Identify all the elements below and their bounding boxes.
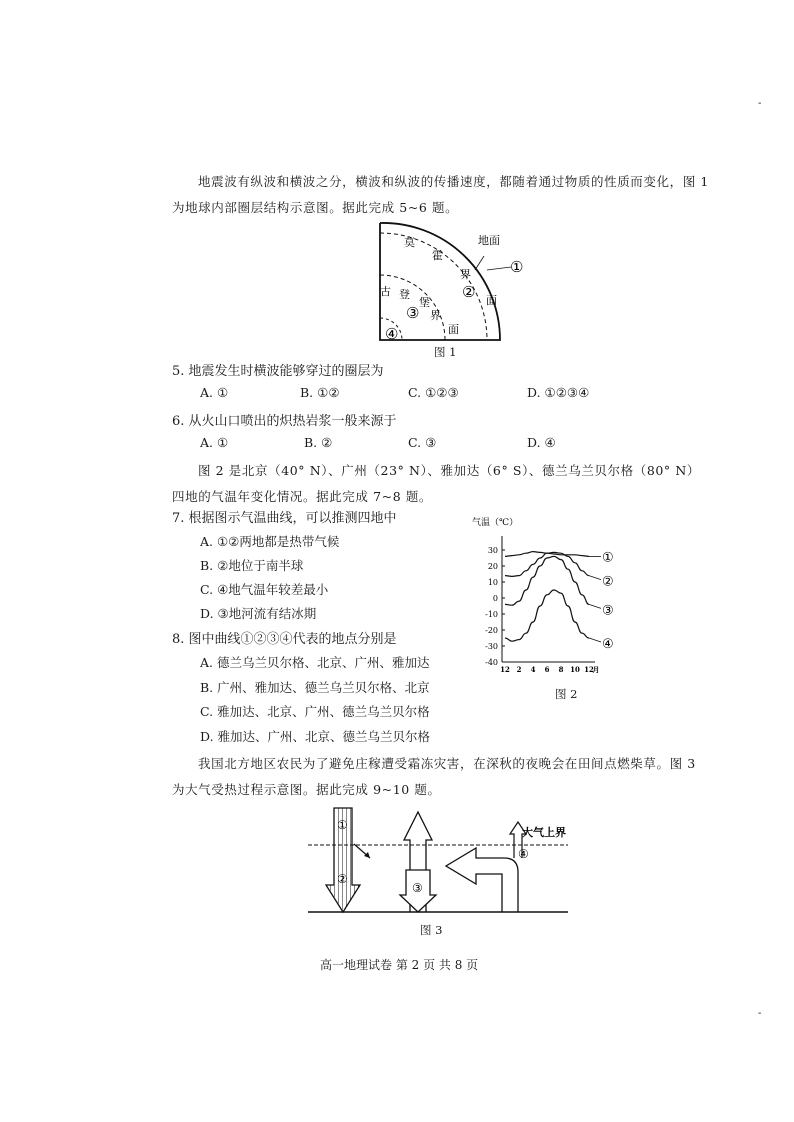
- fig1-surface-leader: [475, 256, 484, 270]
- fig1-label-moho-1: 莫: [404, 236, 415, 249]
- intro-1-line-2: 为地球内部圈层结构示意图。据此完成 5~6 题。: [172, 200, 459, 215]
- figure-2-temperature-chart: [470, 512, 630, 682]
- chart-series-leader-4: [589, 638, 601, 642]
- q6-stem: 6. 从火山口喷出的炽热岩浆一般来源于: [172, 414, 397, 429]
- fig1-label-moho-4: 面: [486, 294, 497, 307]
- q8-option-a: A. 德兰乌兰贝尔格、北京、广州、雅加达: [200, 655, 430, 670]
- intro-3-line-1: 我国北方地区农民为了避免庄稼遭受霜冻灾害，在深秋的夜晚会在田间点燃柴草。图 3: [198, 756, 696, 771]
- chart-ytick-label: 20: [487, 562, 498, 571]
- fig1-label-surface: 地面: [478, 234, 500, 247]
- intro-2-line-1: 图 2 是北京（40° N）、广州（23° N）、雅加达（6° S）、德兰乌兰贝尔格（80° N）: [198, 463, 700, 478]
- fig1-label-gut-5: 面: [448, 323, 459, 336]
- corner-mark-bottom: -: [758, 1008, 762, 1019]
- figure-3-atmosphere-heating: [306, 800, 576, 920]
- q8-option-d: D. 雅加达、广州、北京、德兰乌兰贝尔格: [200, 729, 431, 744]
- q6-option-c: C. ③: [408, 435, 437, 450]
- q7-option-b: B. ②地位于南半球: [200, 558, 304, 573]
- chart-xtick-label: 6: [544, 665, 550, 674]
- chart-xtick-label: 月: [592, 665, 600, 674]
- chart-ytick-label: 10: [487, 578, 498, 587]
- chart-xtick-label: 12: [584, 665, 594, 674]
- fig1-label-moho-2: 霍: [432, 249, 443, 262]
- q5-option-a: A. ①: [200, 385, 229, 400]
- intro-3-line-2: 为大气受热过程示意图。据此完成 9~10 题。: [172, 782, 441, 797]
- q8-stem: 8. 图中曲线①②③④代表的地点分别是: [172, 632, 397, 647]
- chart-ytick-label: -40: [485, 658, 498, 667]
- chart-ytick-label: -20: [485, 626, 498, 635]
- chart-series-label-4: ④: [602, 637, 614, 652]
- fig3-circle-3: ③: [412, 881, 423, 895]
- q6-option-a: A. ①: [200, 435, 229, 450]
- figure-3-caption: 图 3: [420, 923, 443, 937]
- chart-series-line-2: [505, 552, 589, 576]
- q7-option-c: C. ④地气温年较差最小: [200, 582, 329, 597]
- fig3-circle-1: ①: [337, 818, 348, 832]
- figure-1-caption: 图 1: [434, 345, 457, 359]
- q7-stem: 7. 根据图示气温曲线，可以推测四地中: [172, 511, 397, 526]
- chart-xtick-label: 8: [558, 665, 564, 674]
- chart-ytick-label: 30: [487, 546, 498, 555]
- fig1-label-gut-4: 界: [430, 309, 441, 322]
- q6-option-d: D. ④: [527, 435, 556, 450]
- fig1-circle-3: ③: [406, 304, 420, 322]
- fig1-circle-4: ④: [385, 325, 399, 343]
- chart-series-label-1: ①: [602, 550, 614, 566]
- q5-stem: 5. 地震发生时横波能够穿过的圈层为: [172, 364, 384, 379]
- corner-mark-top: -: [758, 98, 762, 109]
- intro-1-line-1: 地震波有纵波和横波之分，横波和纵波的传播速度，都随着通过物质的性质而变化，图 1: [198, 174, 709, 189]
- chart-series-line-4: [505, 590, 589, 641]
- page-footer: 高一地理试卷 第 2 页 共 8 页: [320, 958, 479, 972]
- q7-option-a: A. ①②两地都是热带气候: [200, 534, 340, 549]
- q7-option-d: D. ③地河流有结冰期: [200, 606, 317, 621]
- chart-series-leader-2: [589, 576, 601, 580]
- chart-series-line-1: [505, 552, 589, 557]
- intro-2-line-2: 四地的气温年变化情况。据此完成 7~8 题。: [172, 489, 433, 504]
- q8-option-b: B. 广州、雅加达、德兰乌兰贝尔格、北京: [200, 680, 430, 695]
- fig1-label-gut-3: 堡: [419, 296, 430, 309]
- fig3-circle-4: ④: [518, 847, 529, 861]
- fig3-arrow-bent-counter: [446, 848, 518, 912]
- fig1-c1-leader: [487, 267, 511, 270]
- chart-ytick-label: 0: [492, 594, 498, 603]
- chart-ytick-label: -30: [485, 642, 498, 651]
- chart-xtick-label: 2: [516, 665, 522, 674]
- chart-series-leader-3: [589, 604, 601, 608]
- chart-ytick-label: -10: [485, 610, 498, 619]
- q6-option-b: B. ②: [304, 435, 333, 450]
- figure-1-earth-layers: [372, 220, 552, 360]
- fig1-circle-2: ②: [462, 283, 476, 301]
- chart-xtick-label: 10: [570, 665, 580, 674]
- fig1-label-gut-1: 古: [380, 285, 391, 298]
- q5-option-b: B. ①②: [300, 385, 340, 400]
- q8-option-c: C. 雅加达、北京、广州、德兰乌兰贝尔格: [200, 704, 430, 719]
- fig1-label-moho-3: 界: [460, 268, 471, 281]
- q5-option-d: D. ①②③④: [527, 385, 590, 400]
- chart-xtick-label: 12: [500, 665, 510, 674]
- chart-series-label-3: ③: [602, 603, 614, 619]
- fig3-circle-2: ②: [337, 872, 348, 886]
- chart-ylabel: 气温（℃）: [472, 518, 519, 528]
- chart-series-label-2: ②: [602, 574, 614, 590]
- fig1-label-gut-2: 登: [399, 288, 410, 301]
- q5-option-c: C. ①②③: [408, 385, 459, 400]
- chart-xtick-label: 4: [530, 665, 536, 674]
- fig1-circle-1: ①: [510, 258, 524, 276]
- figure-2-caption: 图 2: [555, 687, 578, 701]
- fig3-label-upper-boundary: 大气上界: [522, 826, 566, 839]
